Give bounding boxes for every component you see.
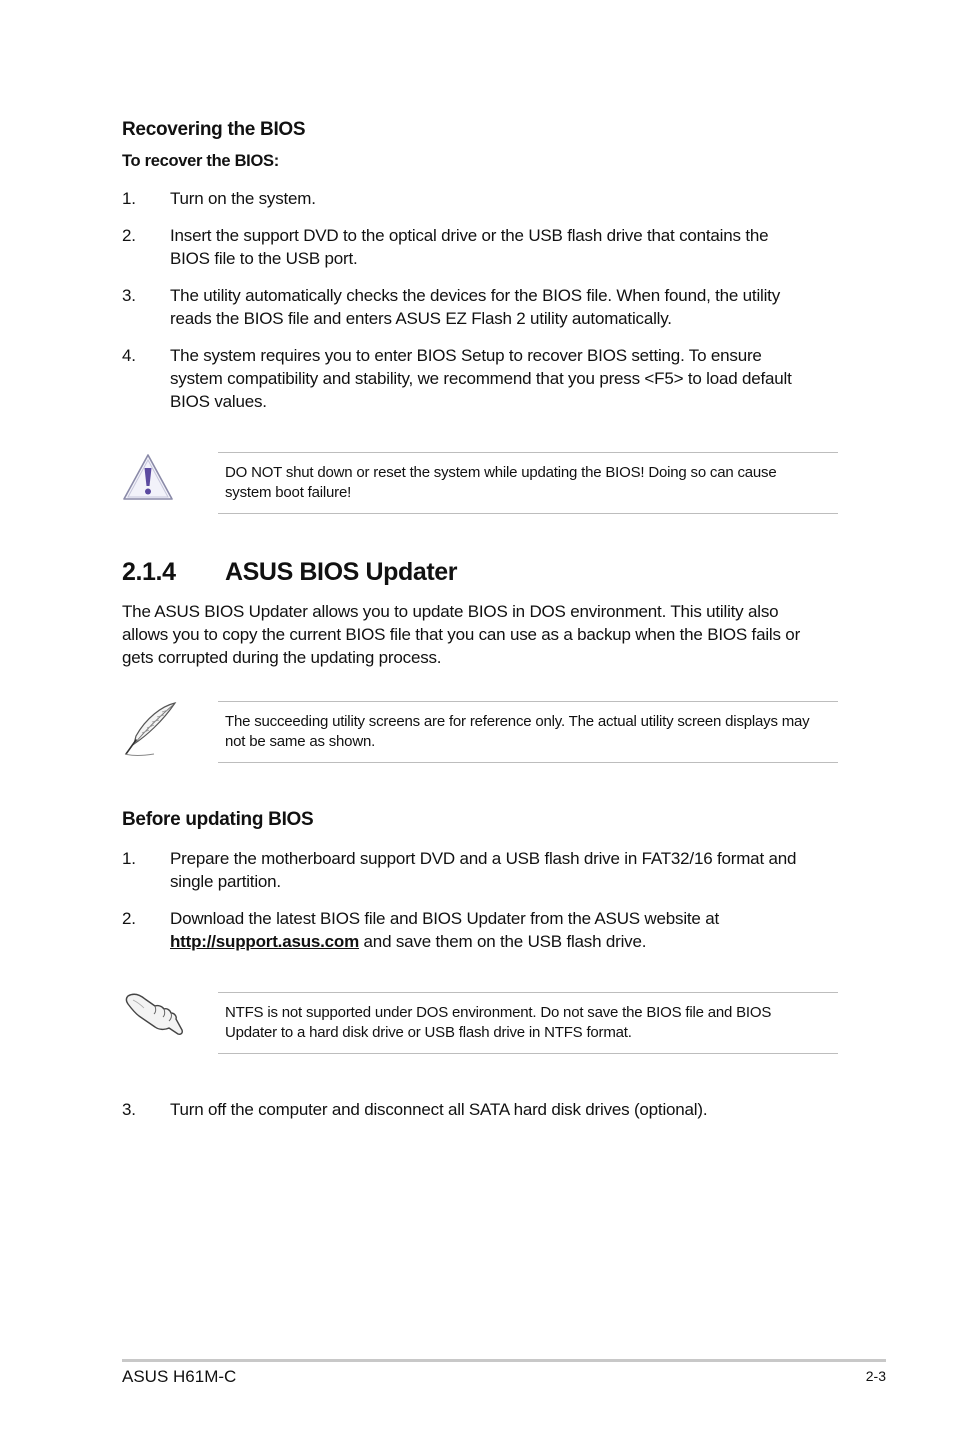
before-heading: Before updating BIOS: [122, 809, 314, 830]
footer-divider: [122, 1359, 886, 1362]
step-text: BIOS values.: [170, 392, 267, 411]
section-title: ASUS BIOS Updater: [225, 558, 458, 586]
caution-text: NTFS is not supported under DOS environment. Do not save the BIOS file and BIOS: [225, 1004, 772, 1021]
caution-text: Updater to a hard disk drive or USB flash drive in NTFS format.: [225, 1024, 632, 1041]
intro-line: gets corrupted during the updating process.: [122, 648, 442, 667]
recover-heading: Recovering the BIOS: [122, 119, 306, 140]
warning-text: DO NOT shut down or reset the system while updating the BIOS! Doing so can cause: [225, 464, 777, 481]
step-text: The system requires you to enter BIOS Setup to recover BIOS setting. To ensure: [170, 346, 762, 365]
pointing-hand-icon: [125, 990, 185, 1038]
step-number: 2.: [122, 226, 136, 245]
section-intro: [122, 600, 852, 669]
asus-support-link[interactable]: http://support.asus.com: [170, 932, 360, 951]
step-text: and save them on the USB flash drive.: [359, 932, 647, 951]
step-text: Turn off the computer and disconnect all SATA hard disk drives (optional).: [170, 1100, 708, 1119]
warning-note: [218, 452, 838, 514]
intro-line: allows you to copy the current BIOS file that you can use as a backup when the BIOS fails or: [122, 625, 801, 644]
step-number: 2.: [122, 909, 136, 928]
quill-pen-icon: [122, 700, 178, 758]
intro-line: The ASUS BIOS Updater allows you to update BIOS in DOS environment. This utility also: [122, 602, 779, 621]
step-number: 3.: [122, 1100, 136, 1119]
step-text: system compatibility and stability, we recommend that you press <F5> to load default: [170, 369, 792, 388]
step-text: The utility automatically checks the devices for the BIOS file. When found, the utility: [170, 286, 781, 305]
section-number: 2.1.4: [122, 558, 176, 586]
note-text: not be same as shown.: [225, 733, 376, 750]
warning-triangle-icon: [122, 452, 174, 502]
step-text: Prepare the motherboard support DVD and a USB flash drive in FAT32/16 format and: [170, 849, 797, 868]
reference-note: [218, 701, 838, 763]
footer-page-number: 2-3: [865, 1368, 886, 1384]
recover-subheading: To recover the BIOS:: [122, 152, 279, 170]
footer-product: ASUS H61M-C: [122, 1367, 237, 1386]
caution-note: [218, 992, 838, 1054]
step-text: BIOS file to the USB port.: [170, 249, 358, 268]
note-text: The succeeding utility screens are for reference only. The actual utility screen displays may: [225, 713, 810, 730]
step-text: Insert the support DVD to the optical drive or the USB flash drive that contains the: [170, 226, 769, 245]
step-text: reads the BIOS file and enters ASUS EZ Flash 2 utility automatically.: [170, 309, 672, 328]
step-number: 1.: [122, 849, 136, 868]
step-text: single partition.: [170, 872, 281, 891]
step-number: 1.: [122, 189, 136, 208]
step-number: 3.: [122, 286, 136, 305]
warning-text: system boot failure!: [225, 484, 352, 501]
step-number: 4.: [122, 346, 136, 365]
step-text: Download the latest BIOS file and BIOS Updater from the ASUS website at: [170, 909, 719, 928]
step-text: Turn on the system.: [170, 189, 316, 208]
